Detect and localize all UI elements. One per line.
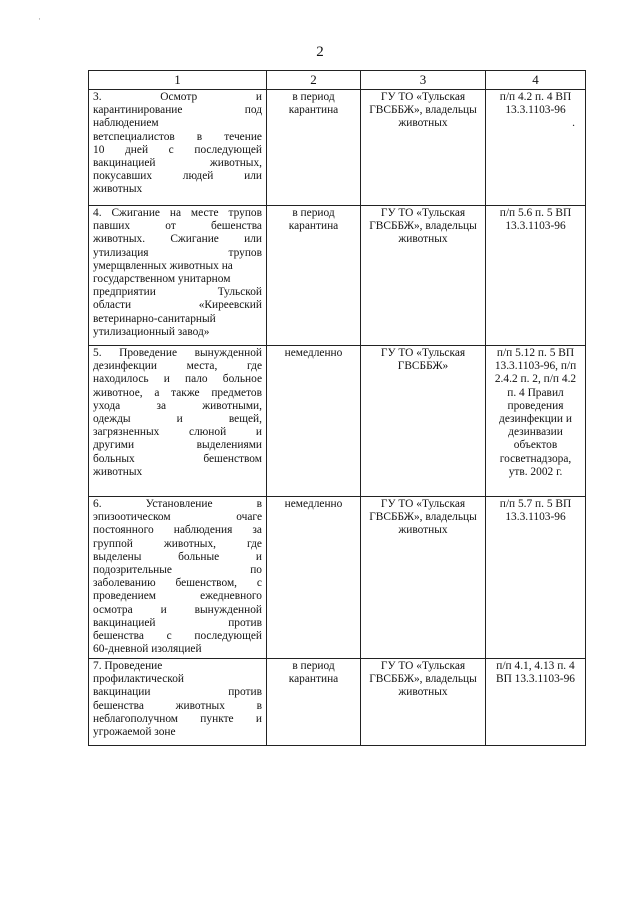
responsible-cell: ГУ ТО «Тульская ГВСББЖ» — [361, 346, 486, 497]
measure-line: загрязненных слюной и — [93, 426, 262, 439]
measure-cell — [89, 659, 267, 746]
reference-cell: п/п 5.6 п. 5 ВП 13.3.1103-96 — [486, 206, 586, 346]
measure-line: 7. Проведение — [93, 660, 163, 672]
header-row — [89, 71, 586, 90]
header-col-3: 3 — [361, 71, 486, 90]
measure-line: группой животных, где — [93, 537, 262, 550]
table-row — [89, 497, 586, 659]
table-row — [89, 90, 586, 206]
responsible-cell: ГУ ТО «Тульская ГВСББЖ», владельцы животных — [361, 659, 486, 746]
measure-line: 3. Осмотр и — [93, 91, 262, 103]
measure-line: профилактической — [93, 673, 185, 686]
header-col-1: 1 — [89, 71, 267, 90]
measure-line: наблюдением — [93, 117, 159, 130]
measure-line: бешенства животных в — [93, 699, 262, 712]
timing-cell: в период карантина — [267, 90, 361, 206]
measure-line: ухода за животными, — [93, 399, 262, 412]
page-number: 2 — [316, 44, 324, 60]
timing-cell: в период карантина — [267, 206, 361, 346]
measure-line: государственном унитарном — [93, 273, 231, 286]
measure-line: другими выделениями — [93, 439, 262, 452]
measure-line: 6. Установление в — [93, 498, 262, 510]
measure-line: осмотра и вынужденной — [93, 603, 262, 616]
measure-line: вакцинацией против — [93, 616, 262, 629]
reference-cell — [486, 90, 586, 206]
measure-line: 60-дневной изоляцией — [93, 643, 202, 656]
measure-cell — [89, 90, 267, 206]
measure-line: области «Киреевский — [93, 299, 262, 312]
measure-line: больных бешенством — [93, 452, 262, 465]
measure-line: умерщвленных животных на — [93, 259, 233, 272]
header-col-2: 2 — [267, 71, 361, 90]
measure-line: животных. Сжигание или — [93, 233, 262, 246]
responsible-cell: ГУ ТО «Тульская ГВСББЖ», владельцы животных — [361, 206, 486, 346]
measure-line: предприятии Тульской — [93, 286, 262, 299]
responsible-cell: ГУ ТО «Тульская ГВСББЖ», владельцы животных — [361, 90, 486, 206]
corner-mark: · — [38, 14, 41, 24]
measure-line: 5. Проведение вынужденной — [93, 347, 262, 359]
measure-cell — [89, 497, 267, 659]
measure-line: утилизация трупов — [93, 246, 262, 259]
measure-line: вакцинации против — [93, 686, 262, 699]
measure-line: ветеринарно-санитарный — [93, 312, 216, 325]
measure-line: ветспециалистов в течение — [93, 130, 262, 143]
measure-cell — [89, 346, 267, 497]
measure-line: вакцинацией животных, — [93, 157, 262, 170]
reference-cell: п/п 5.12 п. 5 ВП 13.3.1103-96, п/п 2.4.2 п. 2, п/п 4.2 п. 4 Правил проведения дезинфекции и дезинвазии объектов госветнадзора, утв. 2002 г. — [486, 346, 586, 497]
measure-line: 4. Сжигание на месте трупов — [93, 207, 262, 219]
header-col-4: 4 — [486, 71, 586, 90]
reference-text: п/п 4.2 п. 4 ВП 13.3.1103-96 — [499, 91, 572, 117]
table-row — [89, 206, 586, 346]
measure-line: подозрительные по — [93, 564, 262, 577]
table-row — [89, 346, 586, 497]
measure-line: животное, а также предметов — [93, 386, 262, 399]
measure-line: дезинфекции места, где — [93, 360, 262, 373]
measure-line: животных — [93, 183, 143, 196]
measure-line: находилось и пало больное — [93, 373, 262, 386]
timing-cell: немедленно — [267, 346, 361, 497]
timing-cell: в период карантина — [267, 659, 361, 746]
measure-line: бешенства с последующей — [93, 630, 262, 643]
measure-cell — [89, 206, 267, 346]
measure-line: карантинирование под — [93, 104, 262, 117]
timing-cell: немедленно — [267, 497, 361, 659]
measure-line: заболеванию бешенством, с — [93, 577, 262, 590]
responsible-cell: ГУ ТО «Тульская ГВСББЖ», владельцы животных — [361, 497, 486, 659]
measure-line: покусавших людей или — [93, 170, 262, 183]
measure-line: утилизационный завод» — [93, 325, 210, 338]
measures-table — [88, 70, 586, 746]
measure-line: проведением ежедневного — [93, 590, 262, 603]
measure-line: 10 дней с последующей — [93, 143, 262, 156]
reference-cell: п/п 4.1, 4.13 п. 4 ВП 13.3.1103-96 — [486, 659, 586, 746]
stray-mark: . — [572, 117, 575, 130]
measure-line: угрожаемой зоне — [93, 726, 176, 739]
table-row — [89, 659, 586, 746]
measure-line: постоянного наблюдения за — [93, 524, 262, 537]
measure-line: животных — [93, 465, 143, 478]
reference-cell: п/п 5.7 п. 5 ВП 13.3.1103-96 — [486, 497, 586, 659]
measure-line: павших от бешенства — [93, 220, 262, 233]
measure-line: эпизоотическом очаге — [93, 511, 262, 524]
measure-line: неблагополучном пункте и — [93, 712, 262, 725]
measure-line: одежды и вещей, — [93, 413, 262, 426]
measure-line: выделены больные и — [93, 550, 262, 563]
